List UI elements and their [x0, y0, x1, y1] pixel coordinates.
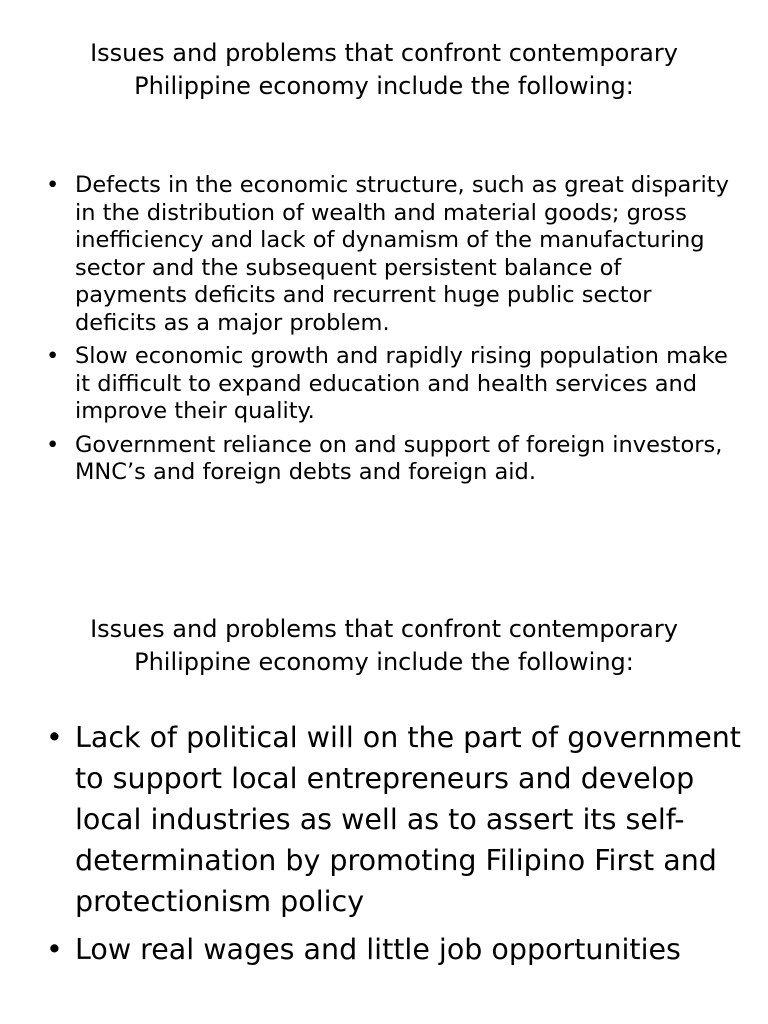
bullet-icon: •: [46, 721, 63, 754]
title-line-1: Issues and problems that confront contemporary: [90, 615, 678, 643]
slide-title: [40, 613, 728, 679]
bullet-list: [46, 172, 736, 493]
bullet-icon: •: [46, 431, 60, 458]
bullet-icon: •: [46, 933, 63, 966]
bullet-item: [46, 172, 736, 337]
bullet-text: Low real wages and little job opportunities: [75, 933, 681, 966]
bullet-text: Government reliance on and support of foreign investors, MNC’s and foreign debts and foreign aid.: [75, 431, 723, 485]
bullet-text: Lack of political will on the part of government to support local entrepreneurs and develop local industries as well as to assert its self-determination by promoting Filipino First and protectionism policy: [75, 721, 741, 918]
slide-title: [40, 37, 728, 103]
title-line-2: Philippine economy include the following:: [134, 648, 634, 676]
title-line-2: Philippine economy include the following:: [134, 72, 634, 100]
bullet-list: [46, 717, 746, 977]
bullet-icon: •: [46, 343, 60, 369]
bullet-item: [46, 929, 746, 970]
bullet-text: Defects in the economic structure, such as great disparity in the distribution of wealth and material goods; gross inefficiency and lack of dynamism of the manufacturing sector and the subsequent persistent balance of payments deficits and recurrent huge public sector deficits as a major problem.: [75, 172, 729, 336]
title-line-1: Issues and problems that confront contemporary: [90, 39, 678, 67]
bullet-item: [46, 343, 736, 426]
bullet-icon: •: [46, 172, 60, 198]
bullet-item: [46, 432, 736, 487]
slide-2: [0, 512, 768, 1024]
bullet-item: [46, 717, 746, 922]
bullet-text: Slow economic growth and rapidly rising population make it difficult to expand education and health services and improve their quality.: [75, 343, 728, 424]
